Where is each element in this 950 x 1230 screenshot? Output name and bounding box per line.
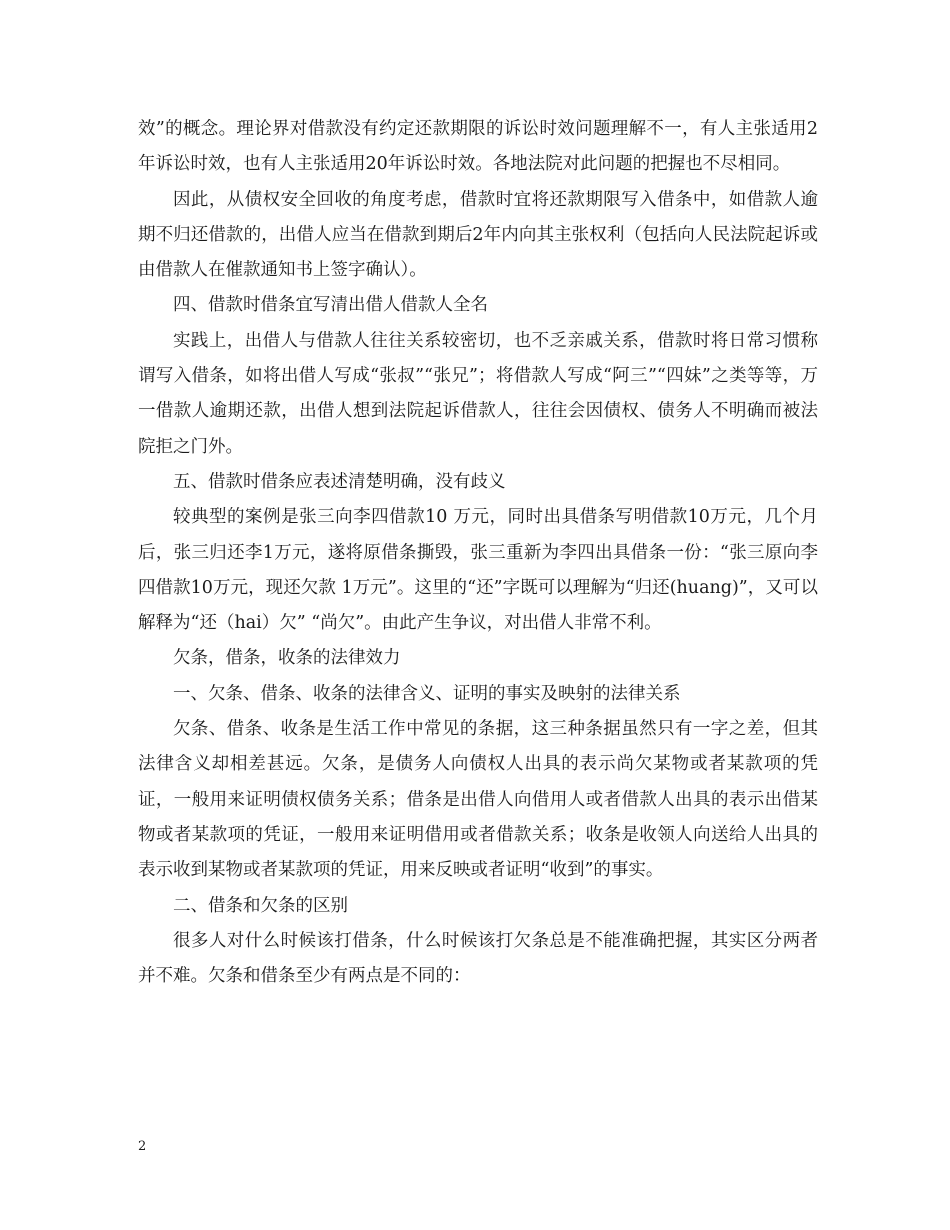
paragraph-limitation-advice: 因此，从债权安全回收的角度考虑，借款时宜将还款期限写入借条中，如借款人逾期不归还借款的，出借人应当在借款到期后2年内向其主张权利（包括向人民法院起诉或由借款人在催款通知书上签字确认）。 [138,189,818,281]
section-heading-difference: 二、借条和欠条的区别 [173,895,348,916]
paragraph-difference: 很多人对什么时候该打借条，什么时候该打欠条总是不能准确把握，其实区分两者并不难。欠条和借条至少有两点是不同的： [138,930,818,987]
section-heading-clear-wording: 五、借款时借条应表述清楚明确，没有歧义 [173,471,506,492]
page-number: 2 [138,1139,147,1154]
section-title-legal-effect: 欠条，借条，收条的法律效力 [173,648,401,669]
paragraph-full-names: 实践上，出借人与借款人往往关系较密切，也不乏亲戚关系，借款时将日常习惯称谓写入借条，如将出借人写成“张叔”“张兄”；将借款人写成“阿三”“四妹”之类等等，万一借款人逾期还款，出借人想到法院起诉借款人，往往会因债权、债务人不明确而被法院拒之门外。 [138,330,818,457]
paragraph-legal-meaning: 欠条、借条、收条是生活工作中常见的条据，这三种条据虽然只有一字之差，但其法律含义却相差甚远。欠条，是债务人向债权人出具的表示尚欠某物或者某款项的凭证，一般用来证明债权债务关系；借条是出借人向借用人或者借款人出具的表示出借某物或者某款项的凭证，一般用来证明借用或者借款关系；收条是收领人向送给人出具的表示收到某物或者某款项的凭证，用来反映或者证明“收到”的事实。 [138,719,818,881]
section-heading-legal-meaning: 一、欠条、借条、收条的法律含义、证明的事实及映射的法律关系 [173,683,681,704]
paragraph-continuation: 效”的概念。理论界对借款没有约定还款期限的诉讼时效问题理解不一，有人主张适用2年诉讼时效，也有人主张适用20年诉讼时效。各地法院对此问题的把握也不尽相同。 [138,119,818,175]
paragraph-clear-wording-case: 较典型的案例是张三向李四借款10 万元，同时出具借条写明借款10万元，几个月后，张三归还李1万元，遂将原借条撕毁，张三重新为李四出具借条一份：“张三原向李四借款10万元，现还欠款 1万元”。这里的“还”字既可以理解为“归还(huang)”，又可以解释为“还（hai）欠” “尚欠”。由此产生争议，对出借人非常不利。 [138,507,818,634]
section-heading-full-names: 四、借款时借条宜写清出借人借款人全名 [173,295,488,316]
document-body [138,112,818,994]
